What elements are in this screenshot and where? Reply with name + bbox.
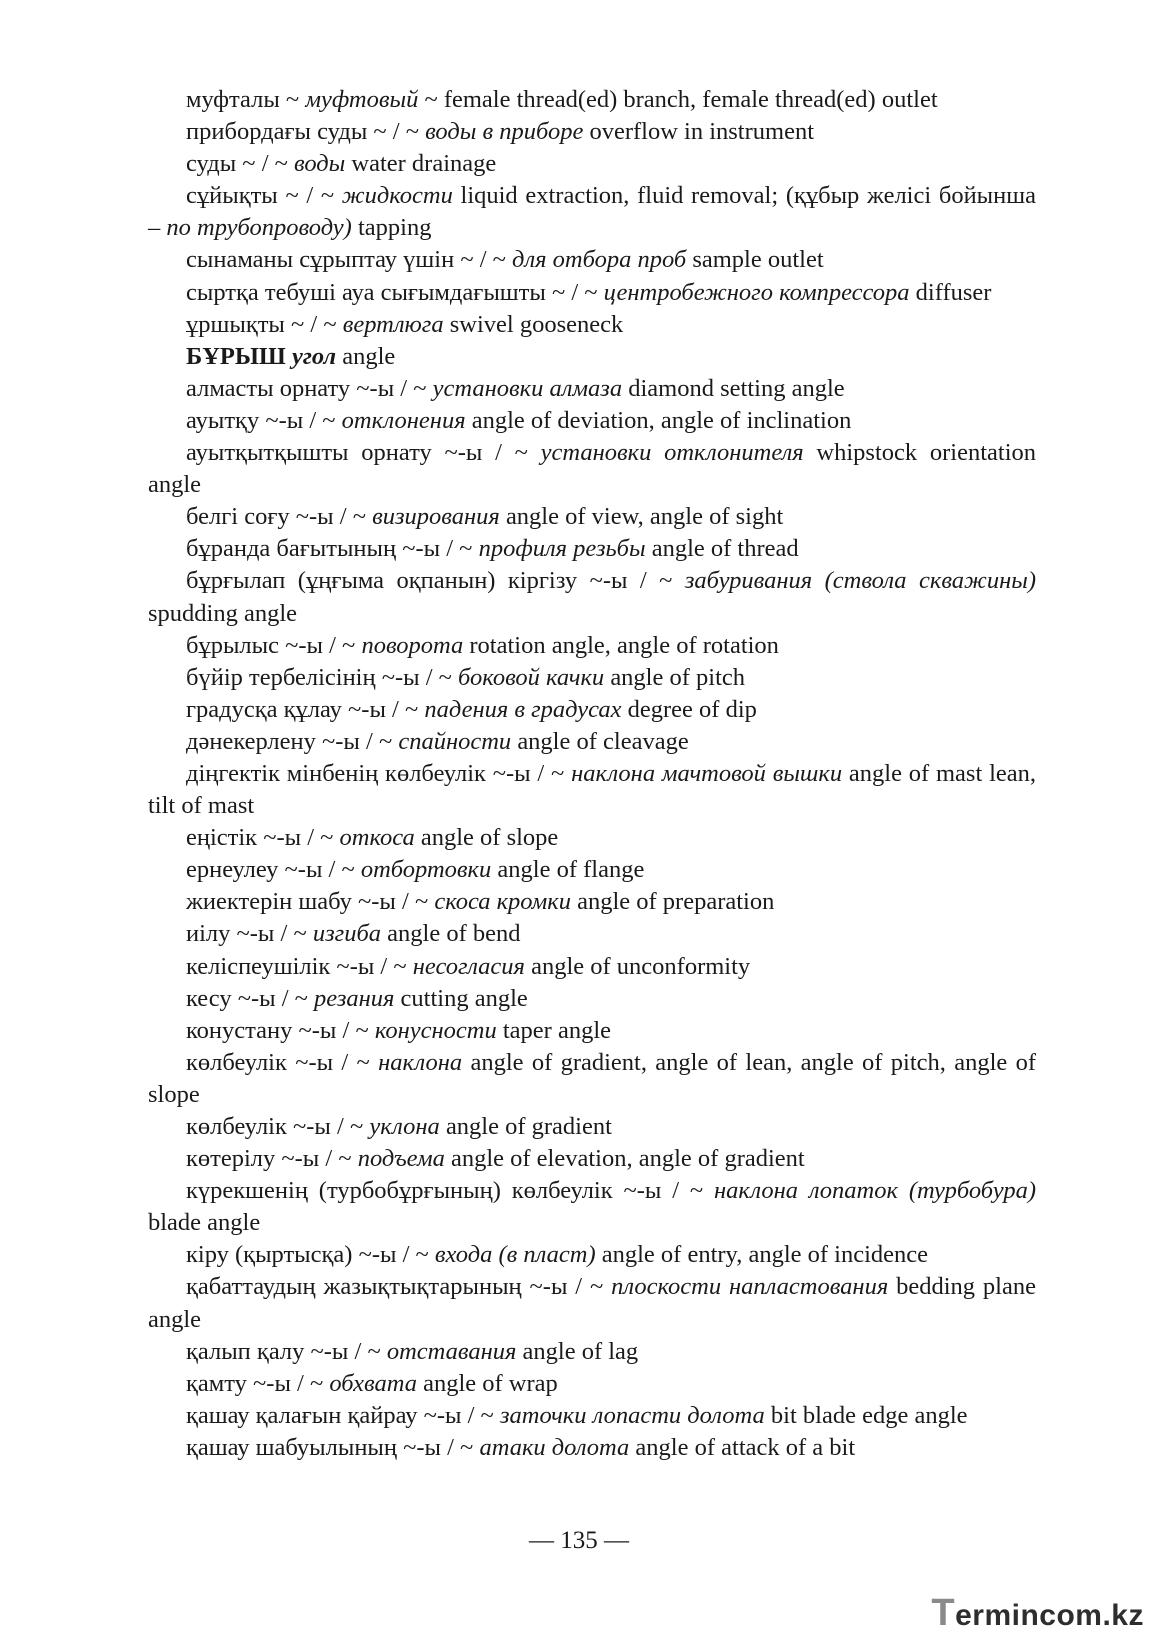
dictionary-entry bbox=[148, 1400, 1036, 1432]
term-kk: сыртқа тебуші ауа сығымдағышты ~ / ~ bbox=[186, 278, 604, 306]
term-en: ~ female thread(ed) branch, female thread(ed) outlet bbox=[418, 86, 938, 113]
term-en: angle of deviation, angle of inclination bbox=[465, 406, 852, 434]
term-kk: жиектерін шабу ~-ы / ~ bbox=[186, 888, 435, 916]
dictionary-entry bbox=[148, 501, 1036, 533]
term-ru: поворота bbox=[361, 631, 464, 659]
term-ru: спайности bbox=[398, 727, 512, 755]
term-ru: для отбора проб bbox=[512, 246, 687, 274]
term-kk: көтерілу ~-ы / ~ bbox=[186, 1145, 358, 1173]
term-ru: визирования bbox=[372, 503, 500, 531]
term-kk: ауытқу ~-ы / ~ bbox=[186, 406, 342, 434]
term-en: angle of entry, angle of incidence bbox=[595, 1241, 929, 1269]
dictionary-entry bbox=[148, 694, 1036, 726]
term-en: angle bbox=[336, 342, 396, 370]
term-ru: наклона bbox=[378, 1048, 463, 1076]
term-ru: отбортовки bbox=[360, 856, 492, 884]
dictionary-entry bbox=[148, 1239, 1036, 1271]
dictionary-entry bbox=[148, 951, 1036, 983]
term-ru: отклонения bbox=[341, 406, 466, 434]
headword-kk: БҰРЫШ bbox=[186, 342, 286, 370]
term-en: angle of gradient, angle of lean, angle of pitch, angle of slope bbox=[148, 1048, 1037, 1108]
dictionary-page bbox=[148, 84, 1036, 1464]
dictionary-entry bbox=[148, 918, 1036, 950]
term-ru-extra: по трубопроводу) bbox=[166, 214, 352, 242]
dictionary-entry bbox=[148, 1047, 1036, 1111]
dictionary-entry bbox=[148, 758, 1036, 822]
dictionary-entry bbox=[148, 533, 1036, 565]
term-en: angle of unconformity bbox=[524, 952, 751, 980]
term-en: angle of bend bbox=[381, 920, 521, 948]
term-ru: жидкости bbox=[341, 182, 453, 210]
watermark-letter-t: T bbox=[931, 1592, 956, 1634]
dictionary-entry bbox=[148, 1143, 1036, 1175]
term-en: spudding angle bbox=[148, 599, 298, 627]
term-en: angle of gradient bbox=[439, 1113, 612, 1140]
dictionary-entry bbox=[148, 822, 1036, 854]
term-en: angle of lag bbox=[516, 1337, 639, 1365]
dictionary-entry bbox=[148, 244, 1036, 276]
term-kk: алмасты орнату ~-ы / ~ bbox=[186, 374, 433, 402]
term-ru: установки алмаза bbox=[432, 374, 623, 402]
term-en: angle of slope bbox=[414, 824, 559, 852]
term-ru: установки отклонителя bbox=[540, 439, 804, 467]
dictionary-entry bbox=[148, 1368, 1036, 1400]
term-kk: кіру (қыртысқа) ~-ы / ~ bbox=[186, 1241, 435, 1269]
term-ru: скоса кромки bbox=[434, 888, 571, 916]
dictionary-entry bbox=[148, 373, 1036, 405]
dictionary-entry bbox=[148, 886, 1036, 918]
term-kk: кесу ~-ы / ~ bbox=[186, 984, 315, 1012]
dictionary-entry bbox=[148, 1336, 1036, 1368]
dictionary-entry bbox=[148, 1111, 1036, 1143]
term-kk: көлбеулік ~-ы / ~ bbox=[186, 1113, 370, 1140]
term-en: cutting angle bbox=[394, 984, 528, 1012]
term-kk: суды ~ / ~ bbox=[186, 150, 295, 178]
term-kk: қабаттаудың жазықтықтарының ~-ы / ~ bbox=[186, 1273, 612, 1301]
term-ru: подъема bbox=[357, 1145, 445, 1173]
dictionary-entry bbox=[148, 180, 1036, 244]
term-kk: қамту ~-ы / ~ bbox=[186, 1369, 330, 1397]
dictionary-entry bbox=[148, 630, 1036, 662]
term-ru: центробежного компрессора bbox=[603, 278, 910, 306]
term-en: diamond setting angle bbox=[622, 374, 845, 402]
term-en: angle of view, angle of sight bbox=[499, 503, 784, 531]
term-kk: бұрылыс ~-ы / ~ bbox=[186, 631, 362, 659]
term-en: angle of pitch bbox=[604, 663, 746, 691]
dictionary-entry bbox=[148, 1271, 1036, 1335]
term-kk: бұрғылап (ұңғыма оқпанын) кіргізу ~-ы / ~ bbox=[186, 567, 685, 595]
term-ru: забуривания (ствола скважины) bbox=[684, 567, 1036, 595]
term-kk: ернеулеу ~-ы / ~ bbox=[186, 856, 361, 884]
term-kk: муфталы ~ bbox=[186, 86, 306, 113]
headword-entry bbox=[148, 341, 1036, 373]
term-en: angle of preparation bbox=[570, 888, 775, 916]
term-en: angle of elevation, angle of gradient bbox=[444, 1145, 805, 1173]
dictionary-entry bbox=[148, 565, 1036, 629]
watermark-end: m.kz bbox=[1075, 1599, 1144, 1632]
term-kk: бұранда бағытының ~-ы / ~ bbox=[186, 535, 479, 563]
term-en: sample outlet bbox=[686, 246, 824, 274]
term-ru: входа (в пласт) bbox=[434, 1241, 596, 1269]
term-en: bit blade edge angle bbox=[764, 1401, 968, 1429]
headword-ru: угол bbox=[291, 342, 337, 370]
term-en: overflow in instrument bbox=[583, 118, 814, 146]
dictionary-entry bbox=[148, 726, 1036, 758]
term-kk: көлбеулік ~-ы / ~ bbox=[186, 1048, 379, 1076]
dictionary-entry bbox=[148, 983, 1036, 1015]
term-en: bedding plane angle bbox=[148, 1273, 1036, 1333]
term-kk: белгі соғу ~-ы / ~ bbox=[186, 503, 373, 531]
term-en-extra: tapping bbox=[351, 214, 432, 242]
term-ru: отставания bbox=[386, 1337, 517, 1365]
page-number: — 135 — bbox=[529, 1527, 629, 1554]
term-kk: келіспеушілік ~-ы / ~ bbox=[186, 952, 413, 980]
dictionary-entry bbox=[148, 1432, 1036, 1464]
term-ru: профиля резьбы bbox=[478, 535, 646, 563]
term-ru: откоса bbox=[339, 824, 415, 852]
term-ru: заточки лопасти долота bbox=[499, 1401, 765, 1429]
term-en: angle of thread bbox=[645, 535, 799, 563]
term-ru: наклона мачтовой вышки bbox=[571, 759, 843, 787]
dictionary-entry bbox=[148, 1175, 1036, 1239]
term-kk: сынаманы сұрыптау үшін ~ / ~ bbox=[186, 246, 513, 274]
dictionary-entry bbox=[148, 662, 1036, 694]
term-kk: қалып қалу ~-ы / ~ bbox=[186, 1337, 387, 1365]
term-ru: воды bbox=[294, 150, 346, 178]
term-kk: ұршықты ~ / ~ bbox=[186, 310, 343, 338]
term-kk: ауытқытқышты орнату ~-ы / ~ bbox=[186, 439, 541, 467]
term-ru: муфтовый bbox=[305, 86, 419, 113]
term-ru: конусности bbox=[374, 1016, 497, 1044]
dictionary-entry bbox=[148, 1015, 1036, 1047]
watermark-o: o bbox=[1056, 1599, 1076, 1632]
term-kk: еңістік ~-ы / ~ bbox=[186, 824, 340, 852]
term-en: taper angle bbox=[496, 1016, 612, 1044]
dictionary-entry bbox=[148, 405, 1036, 437]
term-ru: воды в приборе bbox=[425, 118, 584, 146]
dictionary-entry bbox=[148, 277, 1036, 309]
term-en: blade angle bbox=[148, 1209, 261, 1237]
term-en: liquid extraction, fluid removal; (құбыр желісі бойынша – bbox=[148, 182, 1036, 242]
term-ru: падения в градусах bbox=[424, 695, 622, 723]
dictionary-entry bbox=[148, 854, 1036, 886]
term-ru: обхвата bbox=[329, 1369, 417, 1397]
term-kk: конустану ~-ы / ~ bbox=[186, 1016, 375, 1044]
term-ru: атаки долота bbox=[479, 1433, 630, 1461]
site-watermark bbox=[931, 1592, 1144, 1635]
term-kk: бүйір тербелісінің ~-ы / ~ bbox=[186, 663, 459, 691]
dictionary-entry bbox=[148, 437, 1036, 501]
term-ru: изгиба bbox=[312, 920, 382, 948]
term-en: swivel gooseneck bbox=[443, 310, 624, 338]
dictionary-entry bbox=[148, 309, 1036, 341]
dictionary-entry bbox=[148, 84, 1036, 116]
term-kk: иілу ~-ы / ~ bbox=[186, 920, 313, 948]
term-en: whipstock orientation angle bbox=[148, 439, 1036, 499]
term-en: diffuser bbox=[909, 278, 992, 306]
term-kk: дәнекерлену ~-ы / ~ bbox=[186, 727, 399, 755]
term-ru: резания bbox=[314, 984, 395, 1012]
term-kk: сұйықты ~ / ~ bbox=[186, 182, 342, 210]
term-ru: уклона bbox=[369, 1113, 440, 1140]
term-kk: қашау шабуылының ~-ы / ~ bbox=[186, 1433, 480, 1461]
term-ru: боковой качки bbox=[458, 663, 605, 691]
term-en: angle of mast lean, tilt of mast bbox=[148, 759, 1036, 820]
term-ru: плоскости напластования bbox=[611, 1273, 889, 1301]
term-en: angle of attack of a bit bbox=[629, 1433, 856, 1461]
term-en: angle of cleavage bbox=[511, 727, 689, 755]
term-ru: несогласия bbox=[412, 952, 525, 980]
term-en: angle of wrap bbox=[416, 1369, 558, 1397]
dictionary-entry bbox=[148, 148, 1036, 180]
term-en: angle of flange bbox=[491, 856, 645, 884]
term-kk: күрекшенің (турбобұрғының) көлбеулік ~-ы / ~ bbox=[186, 1177, 714, 1205]
term-en: degree of dip bbox=[621, 695, 757, 723]
dictionary-entry bbox=[148, 116, 1036, 148]
term-en: rotation angle, angle of rotation bbox=[463, 631, 779, 659]
term-kk: градусқа құлау ~-ы / ~ bbox=[186, 695, 425, 723]
term-ru: наклона лопаток (турбобура) bbox=[713, 1177, 1036, 1205]
term-kk: діңгектік мінбенің көлбеулік ~-ы / ~ bbox=[186, 759, 572, 787]
term-en: water drainage bbox=[345, 150, 497, 178]
term-kk: прибордағы суды ~ / ~ bbox=[186, 118, 426, 146]
term-kk: қашау қалағын қайрау ~-ы / ~ bbox=[186, 1401, 500, 1429]
watermark-mid: erminc bbox=[955, 1599, 1057, 1632]
term-ru: вертлюга bbox=[342, 310, 444, 338]
